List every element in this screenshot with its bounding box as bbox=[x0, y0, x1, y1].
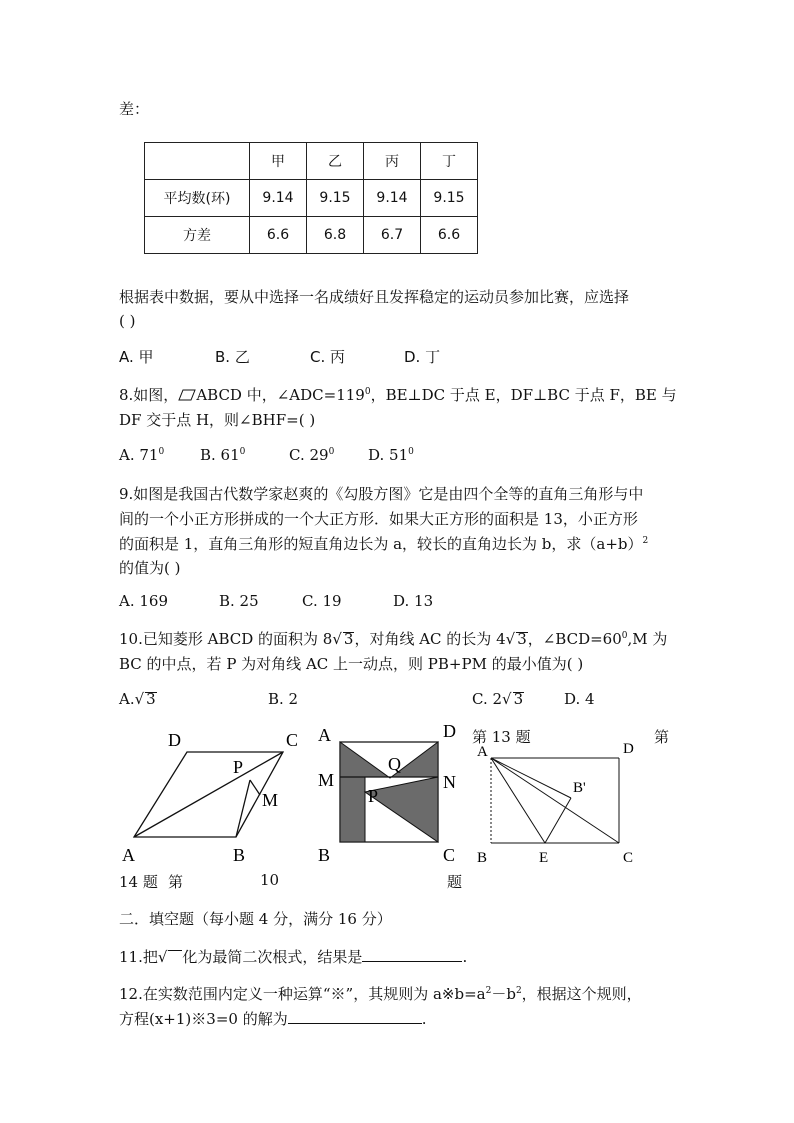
q7-option-c: C. 丙 bbox=[310, 348, 346, 366]
table-header-cell: 丙 bbox=[364, 143, 421, 180]
fig-label: D bbox=[168, 730, 181, 750]
table-cell: 9.14 bbox=[364, 180, 421, 217]
fig-label: A bbox=[122, 845, 135, 865]
intro-tail: 差： bbox=[119, 100, 150, 118]
fig-label: P bbox=[368, 786, 379, 806]
q8-line1 bbox=[119, 384, 677, 405]
fig-label: C bbox=[286, 730, 299, 750]
fig-label: C bbox=[623, 850, 634, 866]
table-cell: 9.15 bbox=[421, 180, 478, 217]
q9-line4: 的值为( ) bbox=[119, 559, 181, 577]
caption-q13: 第 13 题 bbox=[472, 728, 531, 746]
score-table bbox=[144, 142, 478, 254]
answer-blank[interactable] bbox=[362, 961, 462, 962]
table-cell: 6.6 bbox=[250, 217, 307, 254]
table-cell: 6.6 bbox=[421, 217, 478, 254]
q8-tail: ，BE⊥DC 于点 E，DF⊥BC 于点 F，BE 与 bbox=[370, 386, 677, 404]
fig-label: Q bbox=[388, 754, 401, 774]
q8-prefix: 8.如图， bbox=[119, 386, 179, 404]
q12-line1: 12.在实数范围内定义一种运算“※”，其规则为 $a※b=a^2-b^2$，根据这个规则， bbox=[119, 985, 642, 1003]
fig-label: P bbox=[233, 757, 244, 777]
q7-option-d: D. 丁 bbox=[404, 348, 441, 366]
table-header-cell: 丁 bbox=[421, 143, 478, 180]
rectangle-figure bbox=[491, 758, 619, 843]
q8-line2: DF 交于点 H，则∠BHF=( ) bbox=[119, 411, 316, 429]
q10-option-d: D. 4 bbox=[564, 690, 595, 708]
table-row bbox=[145, 143, 478, 180]
q9-line1: 9.如图是我国古代数学家赵爽的《勾股方图》它是由四个全等的直角三角形与中 bbox=[119, 485, 644, 503]
table-cell: 9.15 bbox=[307, 180, 364, 217]
fig-label: M bbox=[318, 770, 335, 790]
fig-label: B bbox=[318, 845, 331, 865]
q10-option-b: B. 2 bbox=[268, 690, 299, 708]
caption-q10-num: 10 bbox=[260, 871, 280, 889]
rhombus-figure bbox=[134, 752, 283, 837]
q11-line: 11.把√ 化为最简二次根式，结果是 . bbox=[119, 948, 468, 966]
q8-option-c: C. $29^0$ bbox=[289, 446, 335, 464]
answer-blank[interactable] bbox=[288, 1023, 422, 1024]
q9-option-b: B. 25 bbox=[219, 592, 259, 610]
table-header-cell: 乙 bbox=[307, 143, 364, 180]
q9-line2: 间的一个小正方形拼成的一个大正方形．如果大正方形的面积是 13，小正方形 bbox=[119, 510, 638, 528]
fig-label: M bbox=[262, 790, 279, 810]
table-cell: 6.8 bbox=[307, 217, 364, 254]
q10-line1: 10.已知菱形 ABCD 的面积为 8√ 3，对角线 AC 的长为 4√ 3，$\angle BCD=60^0,M$ 为 bbox=[119, 630, 668, 648]
fig-label: E bbox=[539, 850, 549, 866]
figures-area bbox=[0, 720, 794, 890]
q9-line3: 的面积是 1，直角三角形的短直角边长为 a，较长的直角边长为 b，求$(a+b)^2$ bbox=[119, 535, 649, 553]
table-cell: 6.7 bbox=[364, 217, 421, 254]
fig-label: D bbox=[443, 721, 456, 741]
table-cell: 平均数(环) bbox=[145, 180, 250, 217]
fig-label: D bbox=[623, 741, 634, 757]
q8-option-d: D. $51^0$ bbox=[368, 446, 414, 464]
fig-label: B bbox=[477, 850, 488, 866]
table-cell: 方差 bbox=[145, 217, 250, 254]
q7-option-a: A. 甲 bbox=[119, 348, 154, 366]
q7-text: 根据表中数据，要从中选择一名成绩好且发挥稳定的运动员参加比赛，应选择 bbox=[119, 288, 630, 306]
caption-ti: 题 bbox=[447, 873, 463, 891]
fig-label: B' bbox=[573, 780, 586, 796]
table-header-cell: 甲 bbox=[250, 143, 307, 180]
parallelogram-icon bbox=[178, 386, 196, 404]
q7-paren: ( ) bbox=[119, 312, 136, 330]
q8-option-b: B. $61^0$ bbox=[200, 446, 246, 464]
q9-option-c: C. 19 bbox=[302, 592, 342, 610]
caption-q14: 14 题 bbox=[119, 873, 158, 891]
fig-label: A bbox=[477, 744, 488, 760]
table-header-cell bbox=[145, 143, 250, 180]
q10-line2: BC 的中点，若 P 为对角线 AC 上一动点，则 PB+PM 的最小值为( ) bbox=[119, 655, 584, 673]
fig-label: N bbox=[443, 772, 456, 792]
q9-option-a: A. 169 bbox=[119, 592, 168, 610]
sqrt-radicand: 3 bbox=[343, 630, 354, 648]
q8-mid: ABCD 中，∠ADC=119 bbox=[196, 386, 365, 404]
fig-label: B bbox=[233, 845, 246, 865]
caption-di: 第 bbox=[654, 728, 670, 746]
q10-option-a: A.√ 3 bbox=[119, 690, 156, 708]
sqrt-radicand: 3 bbox=[517, 630, 527, 648]
section-heading: 二．填空题（每小题 4 分，满分 16 分） bbox=[119, 910, 392, 928]
q7-option-b: B. 乙 bbox=[215, 348, 250, 366]
q12-line2: 方程(x+1)※3=0 的解为 . bbox=[119, 1010, 427, 1028]
fig-label: C bbox=[443, 845, 456, 865]
table-row bbox=[145, 180, 478, 217]
fig-label: A bbox=[318, 725, 331, 745]
q10-option-c: C. 2√ 3 bbox=[472, 690, 524, 708]
q8-option-a: A. $71^0$ bbox=[119, 446, 165, 464]
table-cell: 9.14 bbox=[250, 180, 307, 217]
table-row bbox=[145, 217, 478, 254]
q9-option-d: D. 13 bbox=[393, 592, 434, 610]
caption-di2: 第 bbox=[168, 873, 184, 891]
q8-degree: 0 bbox=[364, 387, 371, 397]
